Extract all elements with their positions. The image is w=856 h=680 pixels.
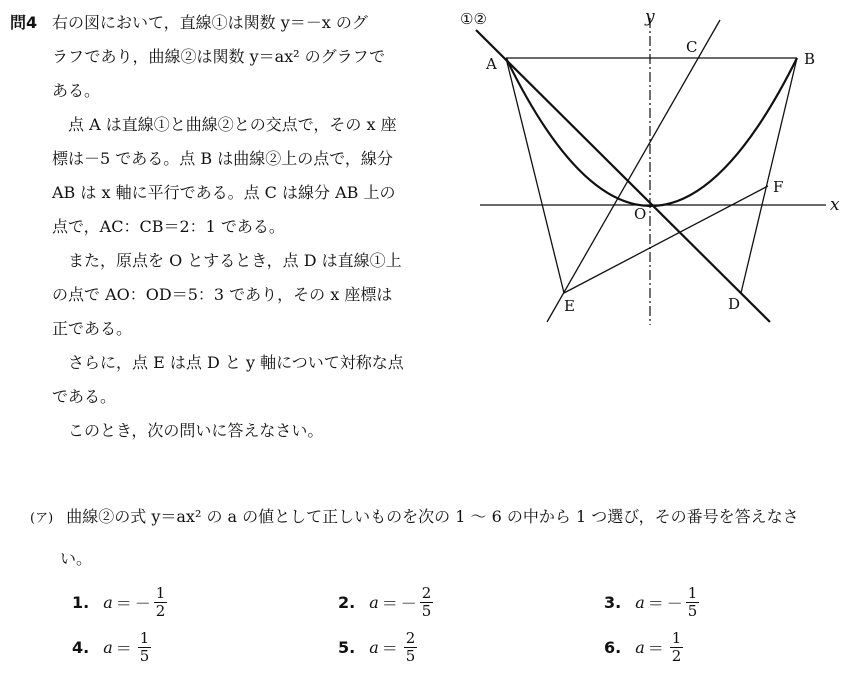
- choice-equals: ＝: [381, 594, 398, 613]
- fraction-denominator: 5: [687, 602, 698, 620]
- statement-line: また，原点を O とするとき，点 D は直線①上: [68, 251, 402, 270]
- curve-labels: ①②: [460, 10, 487, 28]
- fraction-numerator: 1: [155, 584, 166, 602]
- point-a-label: A: [486, 55, 497, 73]
- choice-4[interactable]: [72, 630, 151, 665]
- choice-number: 6.: [604, 638, 622, 657]
- statement-line: 点で，AC：CB＝2：1 である。: [52, 217, 285, 236]
- choice-fraction: [686, 585, 700, 620]
- question-line-2: い。: [60, 549, 93, 568]
- statement-line: である。: [52, 387, 117, 406]
- choice-equals: ＝: [115, 639, 132, 658]
- choice-number: 5.: [338, 638, 356, 657]
- point-d-label: D: [728, 295, 741, 313]
- fraction-denominator: 5: [139, 647, 150, 665]
- choice-number: 1.: [72, 593, 90, 612]
- fraction-numerator: 1: [671, 629, 682, 647]
- point-c-label: C: [686, 38, 698, 56]
- choice-2[interactable]: [338, 585, 433, 620]
- statement-line: ある。: [52, 81, 101, 100]
- choice-fraction: [138, 630, 152, 665]
- point-f-label: F: [773, 178, 784, 196]
- choice-sign: －: [400, 594, 417, 613]
- fraction-numerator: 1: [139, 629, 150, 647]
- choice-3[interactable]: [604, 585, 699, 620]
- question-line-1: 曲線②の式 y＝ax² の a の値として正しいものを次の 1 ～ 6 の中から 1 つ選び，その番号を答えなさ: [66, 507, 799, 526]
- choice-1[interactable]: [72, 585, 167, 620]
- statement-line: さらに，点 E は点 D と y 軸について対称な点: [68, 353, 404, 372]
- statement-line: 点 A は直線①と曲線②との交点で，その x 座: [68, 115, 397, 134]
- choice-variable: a: [103, 638, 113, 657]
- choice-number: 2.: [338, 593, 356, 612]
- choice-number: 3.: [604, 593, 622, 612]
- fraction-denominator: 5: [421, 602, 432, 620]
- choice-5[interactable]: [338, 630, 417, 665]
- statement-line: 標は－5 である。点 B は曲線②上の点で，線分: [52, 149, 393, 168]
- choice-variable: a: [635, 593, 645, 612]
- choice-sign: －: [134, 594, 151, 613]
- statement-line: の点で AO：OD＝5：3 であり，その x 座標は: [52, 285, 393, 304]
- choice-fraction: [404, 630, 418, 665]
- question-label: (ア): [30, 511, 54, 526]
- statement-line: 正である。: [52, 319, 133, 338]
- statement-line: ラフであり，曲線②は関数 y＝ax² のグラフで: [52, 47, 386, 66]
- fraction-numerator: 2: [421, 584, 432, 602]
- fraction-denominator: 2: [155, 602, 166, 620]
- choice-equals: ＝: [381, 639, 398, 658]
- choice-fraction: [670, 630, 684, 665]
- choice-equals: ＝: [647, 639, 664, 658]
- choice-variable: a: [369, 593, 379, 612]
- statement-line: AB は x 軸に平行である。点 C は線分 AB 上の: [52, 183, 396, 202]
- choice-variable: a: [103, 593, 113, 612]
- x-axis-label: x: [830, 195, 840, 215]
- choice-equals: ＝: [647, 594, 664, 613]
- choice-fraction: [154, 585, 168, 620]
- point-e-label: E: [564, 297, 575, 315]
- choice-variable: a: [369, 638, 379, 657]
- choice-6[interactable]: [604, 630, 683, 665]
- choice-number: 4.: [72, 638, 90, 657]
- choice-sign: －: [666, 594, 683, 613]
- statement-line: このとき，次の問いに答えなさい。: [68, 421, 324, 440]
- fraction-denominator: 5: [405, 647, 416, 665]
- fraction-numerator: 2: [405, 629, 416, 647]
- choice-equals: ＝: [115, 594, 132, 613]
- choice-variable: a: [635, 638, 645, 657]
- choice-fraction: [420, 585, 434, 620]
- problem-number: 問4: [10, 13, 38, 32]
- point-b-label: B: [804, 50, 816, 68]
- fraction-numerator: 1: [687, 584, 698, 602]
- origin-label: O: [634, 205, 647, 223]
- y-axis-label: y: [645, 7, 655, 27]
- fraction-denominator: 2: [671, 647, 682, 665]
- statement-line: 右の図において，直線①は関数 y＝－x のグ: [52, 13, 368, 32]
